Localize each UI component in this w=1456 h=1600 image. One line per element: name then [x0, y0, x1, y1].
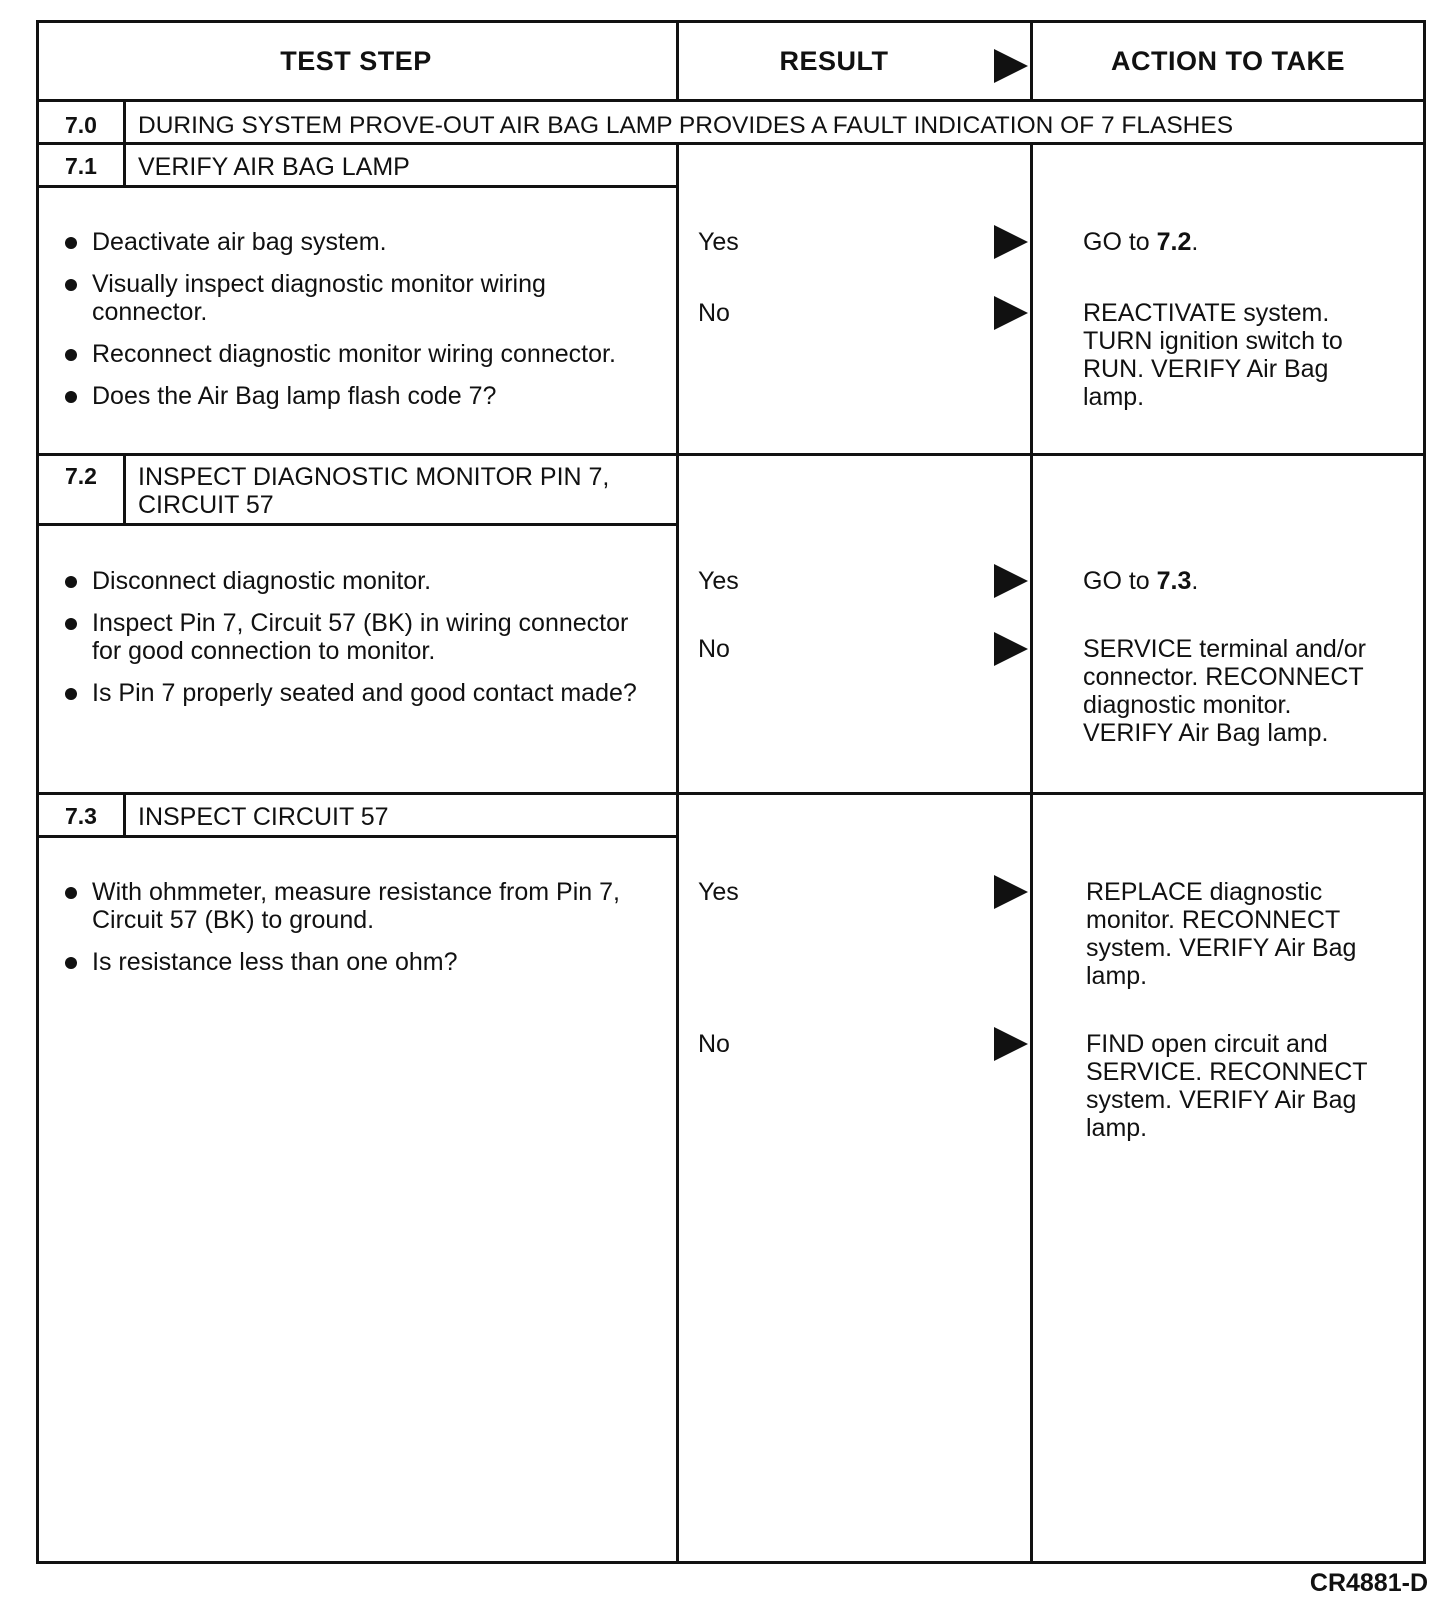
- list-item: Does the Air Bag lamp flash code 7?: [62, 382, 652, 410]
- row-divider: [36, 142, 1426, 145]
- action-no: FIND open circuit and SERVICE. RECONNECT system. VERIFY Air Bag lamp.: [1086, 1030, 1368, 1142]
- result-yes: Yes: [698, 878, 739, 906]
- cell-divider: [123, 795, 126, 838]
- list-item: Is resistance less than one ohm?: [62, 948, 652, 976]
- list-item: Is Pin 7 properly seated and good contact made?: [62, 679, 652, 707]
- step-title: INSPECT DIAGNOSTIC MONITOR PIN 7, CIRCUIT 57: [138, 463, 610, 519]
- cell-divider: [123, 102, 126, 145]
- arrow-icon: [994, 225, 1028, 259]
- action-no: REACTIVATE system. TURN ignition switch to RUN. VERIFY Air Bag lamp.: [1083, 299, 1343, 411]
- section-number: 7.0: [65, 112, 97, 138]
- arrow-icon: [994, 1027, 1028, 1061]
- arrow-icon: [994, 632, 1028, 666]
- list-item: With ohmmeter, measure resistance from Pin 7, Circuit 57 (BK) to ground.: [62, 878, 652, 934]
- action-yes: GO to 7.2.: [1083, 228, 1199, 256]
- action-no: SERVICE terminal and/or connector. RECONNECT diagnostic monitor. VERIFY Air Bag lamp.: [1083, 635, 1366, 747]
- step-title-divider: [36, 185, 679, 188]
- row-divider: [36, 792, 1426, 795]
- arrow-icon: [994, 564, 1028, 598]
- step-title: INSPECT CIRCUIT 57: [138, 803, 389, 831]
- action-yes: REPLACE diagnostic monitor. RECONNECT system. VERIFY Air Bag lamp.: [1086, 878, 1357, 990]
- result-yes: Yes: [698, 567, 739, 595]
- step-title: VERIFY AIR BAG LAMP: [138, 153, 410, 181]
- header-test-step: TEST STEP: [280, 46, 432, 76]
- step-title-divider: [36, 523, 679, 526]
- table-border-bottom: [36, 1561, 1426, 1564]
- header-result: RESULT: [779, 46, 889, 76]
- column-divider: [676, 145, 679, 1564]
- result-no: No: [698, 1030, 730, 1058]
- step-number: 7.3: [65, 803, 97, 829]
- step-title-divider: [36, 835, 679, 838]
- figure-code: CR4881-D: [1309, 1569, 1428, 1597]
- step-instructions: [62, 567, 652, 721]
- table-border-top: [36, 20, 1426, 23]
- header-divider: [36, 99, 1426, 102]
- diagnostic-table: [36, 20, 1426, 1564]
- arrow-icon: [994, 875, 1028, 909]
- row-divider: [36, 453, 1426, 456]
- result-yes: Yes: [698, 228, 739, 256]
- result-no: No: [698, 299, 730, 327]
- step-instructions: [62, 228, 652, 424]
- section-title: DURING SYSTEM PROVE-OUT AIR BAG LAMP PROVIDES A FAULT INDICATION OF 7 FLASHES: [138, 112, 1234, 139]
- arrow-icon: [994, 296, 1028, 330]
- cell-divider: [123, 145, 126, 188]
- action-yes: GO to 7.3.: [1083, 567, 1199, 595]
- arrow-icon: [994, 49, 1028, 83]
- list-item: Reconnect diagnostic monitor wiring connector.: [62, 340, 652, 368]
- column-divider: [1030, 145, 1033, 1564]
- result-no: No: [698, 635, 730, 663]
- step-instructions: [62, 878, 652, 990]
- list-item: Disconnect diagnostic monitor.: [62, 567, 652, 595]
- step-number: 7.1: [65, 153, 97, 179]
- header-action-to-take: ACTION TO TAKE: [1111, 46, 1345, 76]
- step-number: 7.2: [65, 463, 97, 489]
- list-item: Inspect Pin 7, Circuit 57 (BK) in wiring connector for good connection to monitor.: [62, 609, 652, 665]
- cell-divider: [123, 456, 126, 526]
- list-item: Deactivate air bag system.: [62, 228, 652, 256]
- list-item: Visually inspect diagnostic monitor wiring connector.: [62, 270, 652, 326]
